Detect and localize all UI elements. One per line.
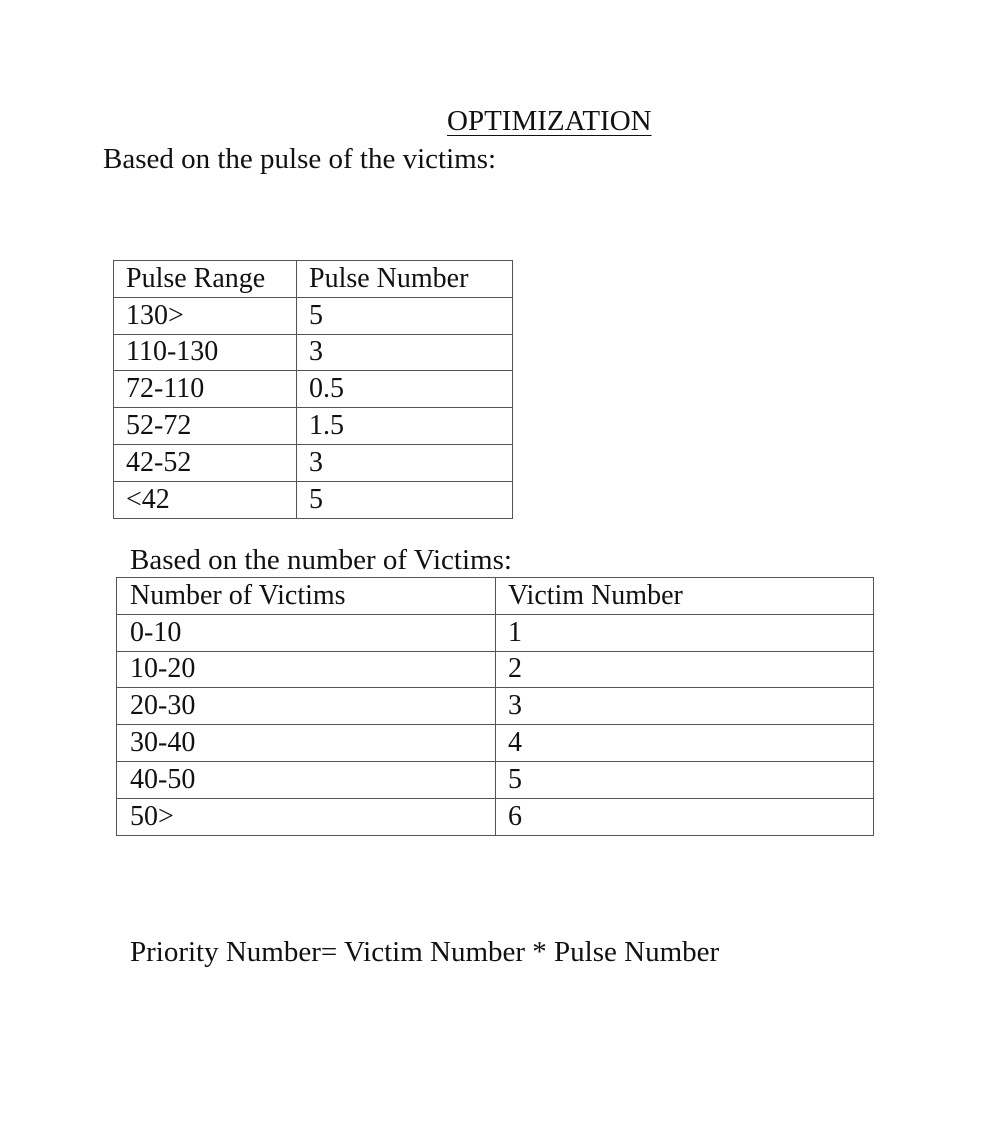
- table-row: [117, 614, 874, 651]
- table-cell: 110-130: [114, 334, 297, 371]
- table-row: [117, 688, 874, 725]
- table-cell: 3: [297, 334, 513, 371]
- table-cell: 1.5: [297, 408, 513, 445]
- victims-table: [116, 577, 874, 836]
- table-header-cell: Pulse Range: [114, 261, 297, 298]
- table-cell: 72-110: [114, 371, 297, 408]
- table-cell: 42-52: [114, 444, 297, 481]
- table-row: [114, 334, 513, 371]
- table-cell: 10-20: [117, 651, 496, 688]
- table-row: [117, 761, 874, 798]
- table-cell: 5: [297, 481, 513, 518]
- table-row: [114, 444, 513, 481]
- table-row: [114, 371, 513, 408]
- table-cell: 130>: [114, 297, 297, 334]
- priority-formula: Priority Number= Victim Number * Pulse Number: [130, 936, 720, 968]
- table-cell: 40-50: [117, 761, 496, 798]
- table-cell: 3: [496, 688, 874, 725]
- table-header-cell: Pulse Number: [297, 261, 513, 298]
- page-title: OPTIMIZATION: [447, 105, 652, 137]
- table-cell: 0.5: [297, 371, 513, 408]
- pulse-section-heading: Based on the pulse of the victims:: [103, 143, 497, 175]
- table-row: [114, 297, 513, 334]
- table-cell: 52-72: [114, 408, 297, 445]
- table-cell: 30-40: [117, 725, 496, 762]
- table-row: [117, 651, 874, 688]
- table-cell: 0-10: [117, 614, 496, 651]
- table-row: [117, 798, 874, 835]
- table-row: [114, 408, 513, 445]
- victims-section-heading: Based on the number of Victims:: [130, 544, 512, 576]
- table-cell: 3: [297, 444, 513, 481]
- table-cell: 4: [496, 725, 874, 762]
- table-cell: 50>: [117, 798, 496, 835]
- table-cell: 5: [496, 761, 874, 798]
- table-cell: 1: [496, 614, 874, 651]
- table-cell: 6: [496, 798, 874, 835]
- table-header-row: [117, 578, 874, 615]
- table-header-cell: Number of Victims: [117, 578, 496, 615]
- table-header-row: [114, 261, 513, 298]
- table-row: [114, 481, 513, 518]
- table-cell: 2: [496, 651, 874, 688]
- table-cell: 20-30: [117, 688, 496, 725]
- table-cell: 5: [297, 297, 513, 334]
- title-wrapper: [0, 103, 1000, 143]
- table-cell: <42: [114, 481, 297, 518]
- pulse-table: [113, 260, 513, 519]
- table-header-cell: Victim Number: [496, 578, 874, 615]
- table-row: [117, 725, 874, 762]
